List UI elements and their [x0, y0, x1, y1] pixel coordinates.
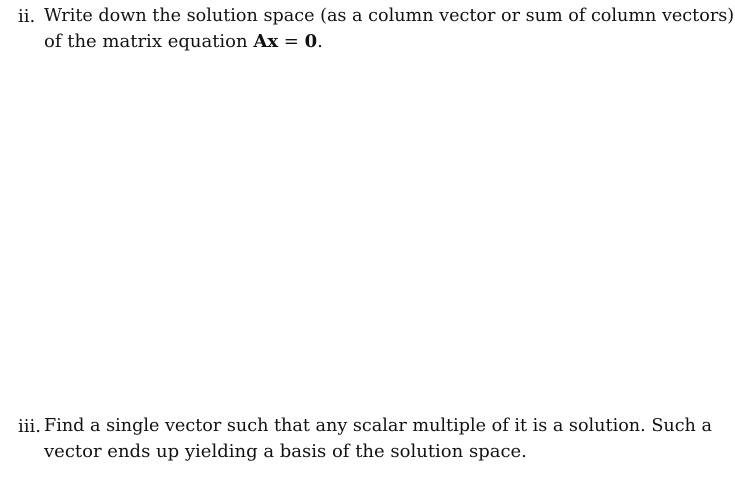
question-ii-marker: ii.	[18, 6, 36, 27]
answer-space-iii	[18, 470, 718, 487]
question-iii-marker: iii.	[18, 416, 41, 437]
vector-x: x	[267, 31, 279, 52]
matrix-A: A	[253, 31, 268, 52]
equals-sign: =	[278, 31, 305, 52]
answer-space-ii	[18, 62, 718, 407]
question-ii-line-2	[44, 28, 323, 55]
question-ii-line-1: Write down the solution space (as a column vector or sum of column vectors)	[44, 6, 735, 26]
zero-vector: 0	[304, 31, 318, 52]
period: .	[317, 31, 323, 52]
question-iii-line-1: Find a single vector such that any scalar multiple of it is a solution. Such a	[44, 416, 712, 436]
question-iii-line-2: vector ends up yielding a basis of the solution space.	[44, 441, 527, 462]
question-ii-line-2-text: of the matrix equation	[44, 31, 254, 52]
